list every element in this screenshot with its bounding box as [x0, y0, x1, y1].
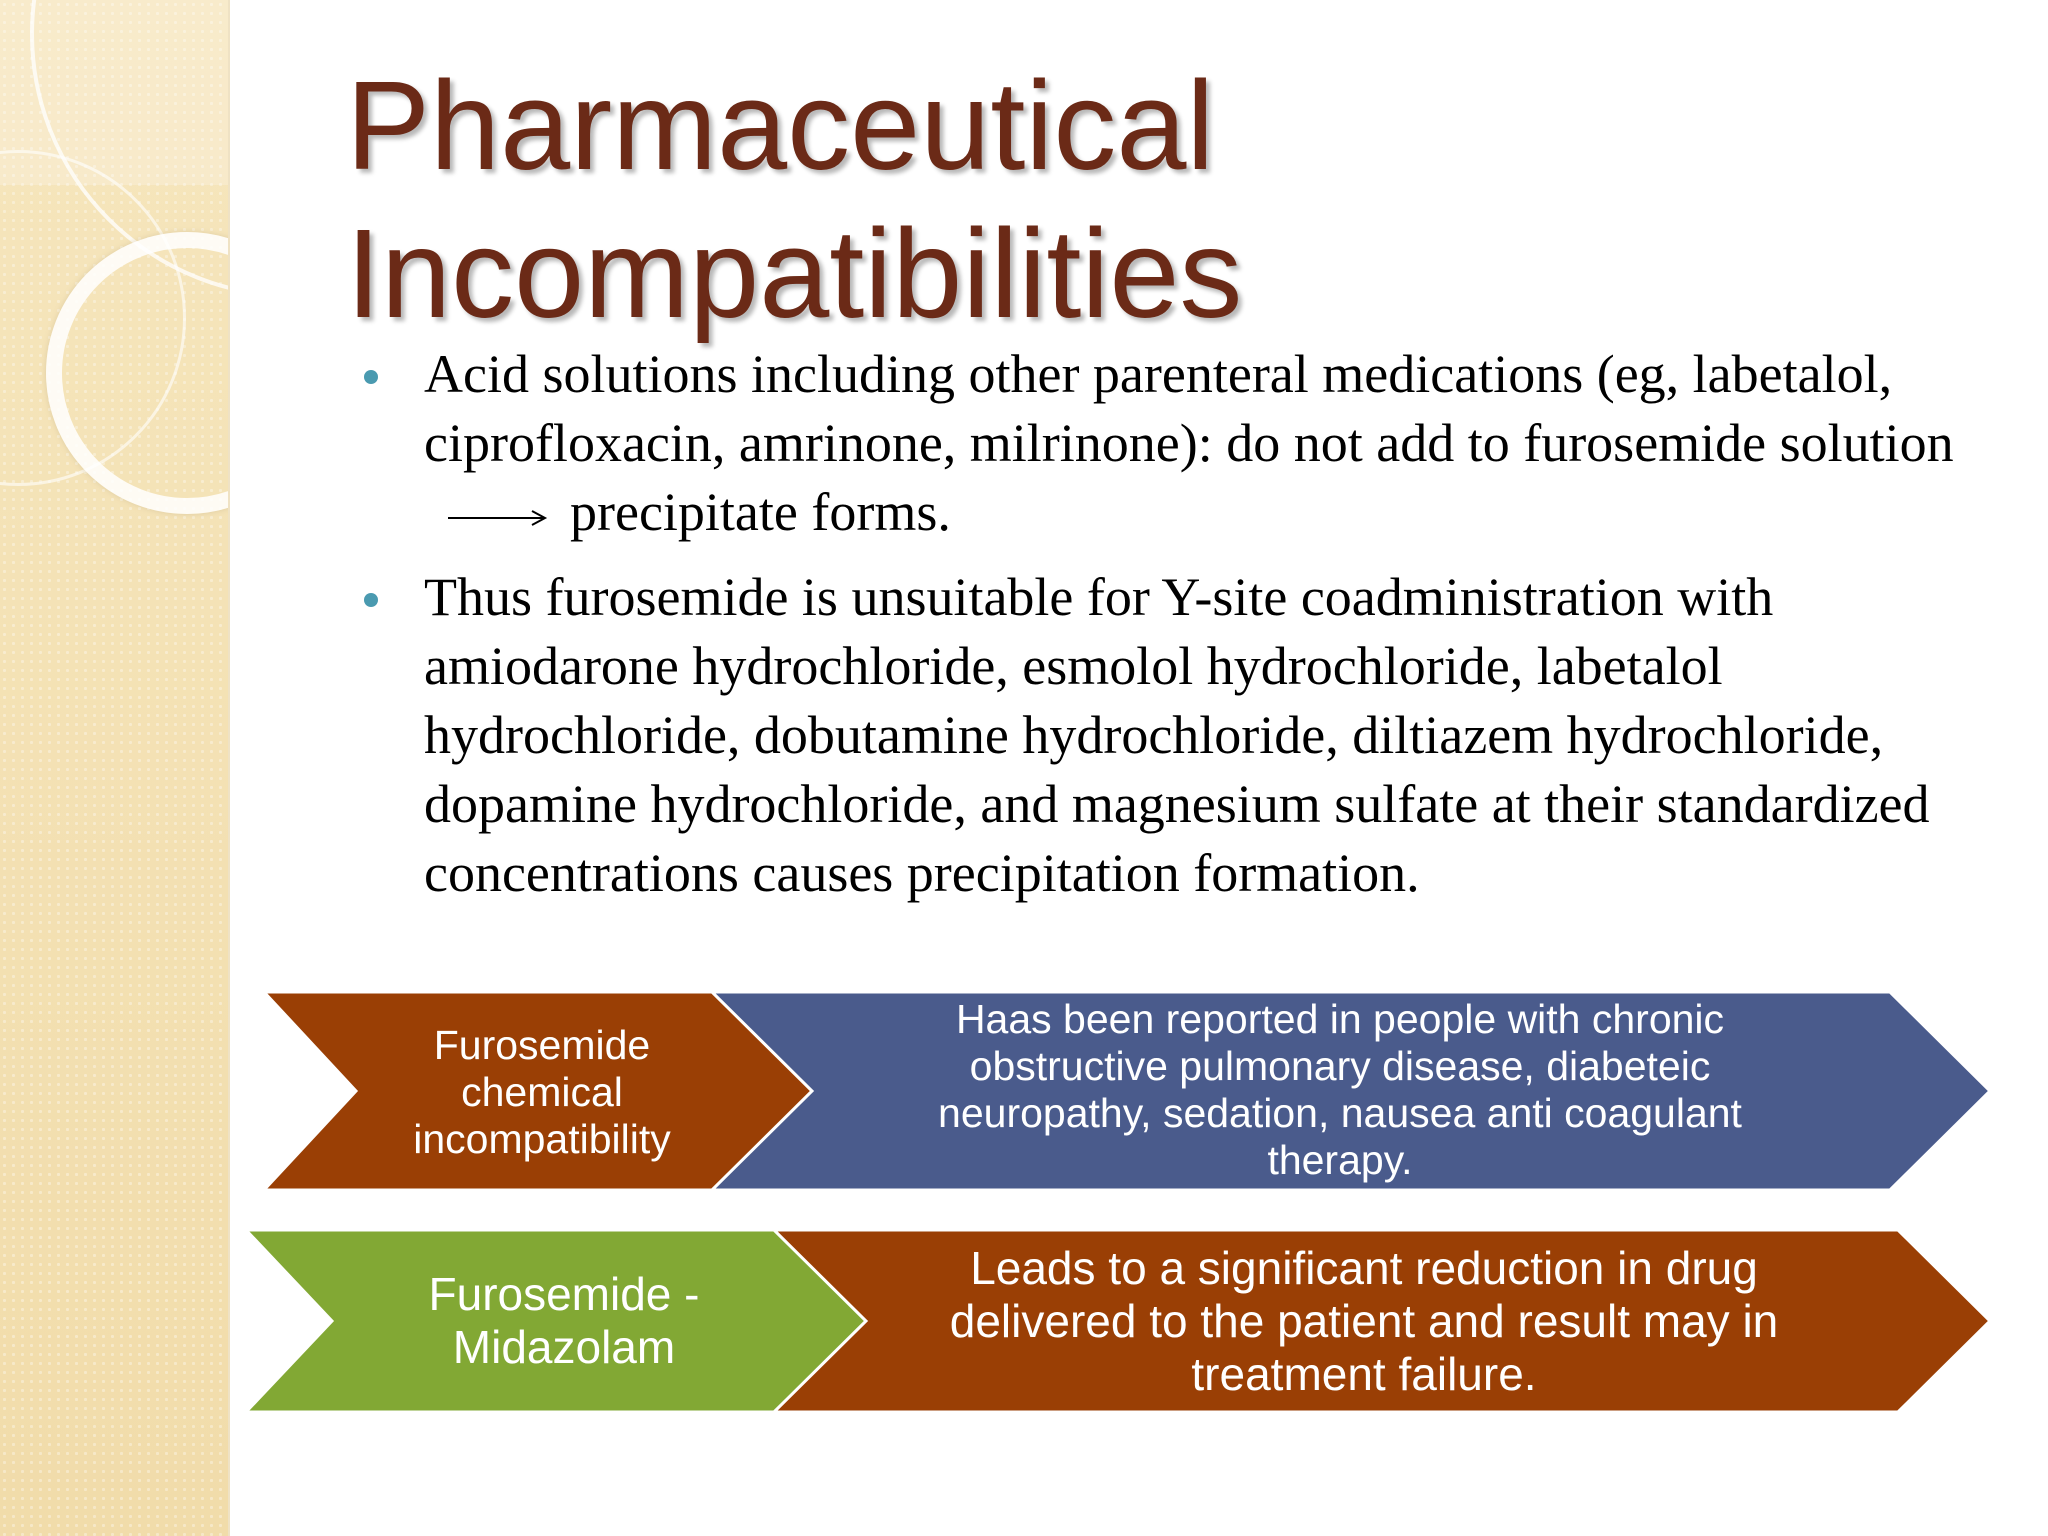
title-line-1: Pharmaceutical: [346, 55, 1215, 196]
circle-bullet-icon: [364, 370, 378, 384]
process-row-2: [244, 1228, 1992, 1414]
process-right-label-2: Leads to a significant reduction in drug delivered to the patient and result may in treatment failure.: [949, 1241, 1779, 1400]
process-left-label-2: Furosemide - Midazolam: [428, 1268, 700, 1373]
bullet-text: Thus furosemide is unsuitable for Y-site coadministration with amiodarone hydrochloride, esmolol hydrochloride, labetalol hydrochloride, dobutamine hydrochloride, diltiazem hydrochloride, dopamine hydrochloride, and magnesium sulfate at their standardized concentrations causes precipitation formation.: [424, 567, 1930, 903]
decorative-sidebar: [0, 0, 230, 1536]
process-left-label-1: Furosemide chemical incompatibility: [413, 1021, 671, 1162]
title-line-2: Incompatibilities: [346, 203, 1243, 344]
circle-bullet-icon: [364, 593, 378, 607]
bullet-text-part-1: Acid solutions including other parenteral medications (eg, labetalol, ciprofloxacin, amrinone, milrinone): do not add to furosemide solution: [424, 344, 1954, 473]
process-right-label-1: Haas been reported in people with chronic obstructive pulmonary disease, diabeteic neuropathy, sedation, nausea anti coagulant therapy.: [938, 996, 1742, 1183]
bullet-item: [358, 340, 1998, 547]
bullet-item: [358, 563, 1998, 908]
bullet-list: [358, 340, 1998, 924]
bullet-text-part-2: precipitate forms.: [570, 482, 951, 542]
process-row-1: [262, 990, 1992, 1192]
slide-title: [346, 52, 1846, 348]
long-right-arrow-icon: [448, 508, 548, 528]
